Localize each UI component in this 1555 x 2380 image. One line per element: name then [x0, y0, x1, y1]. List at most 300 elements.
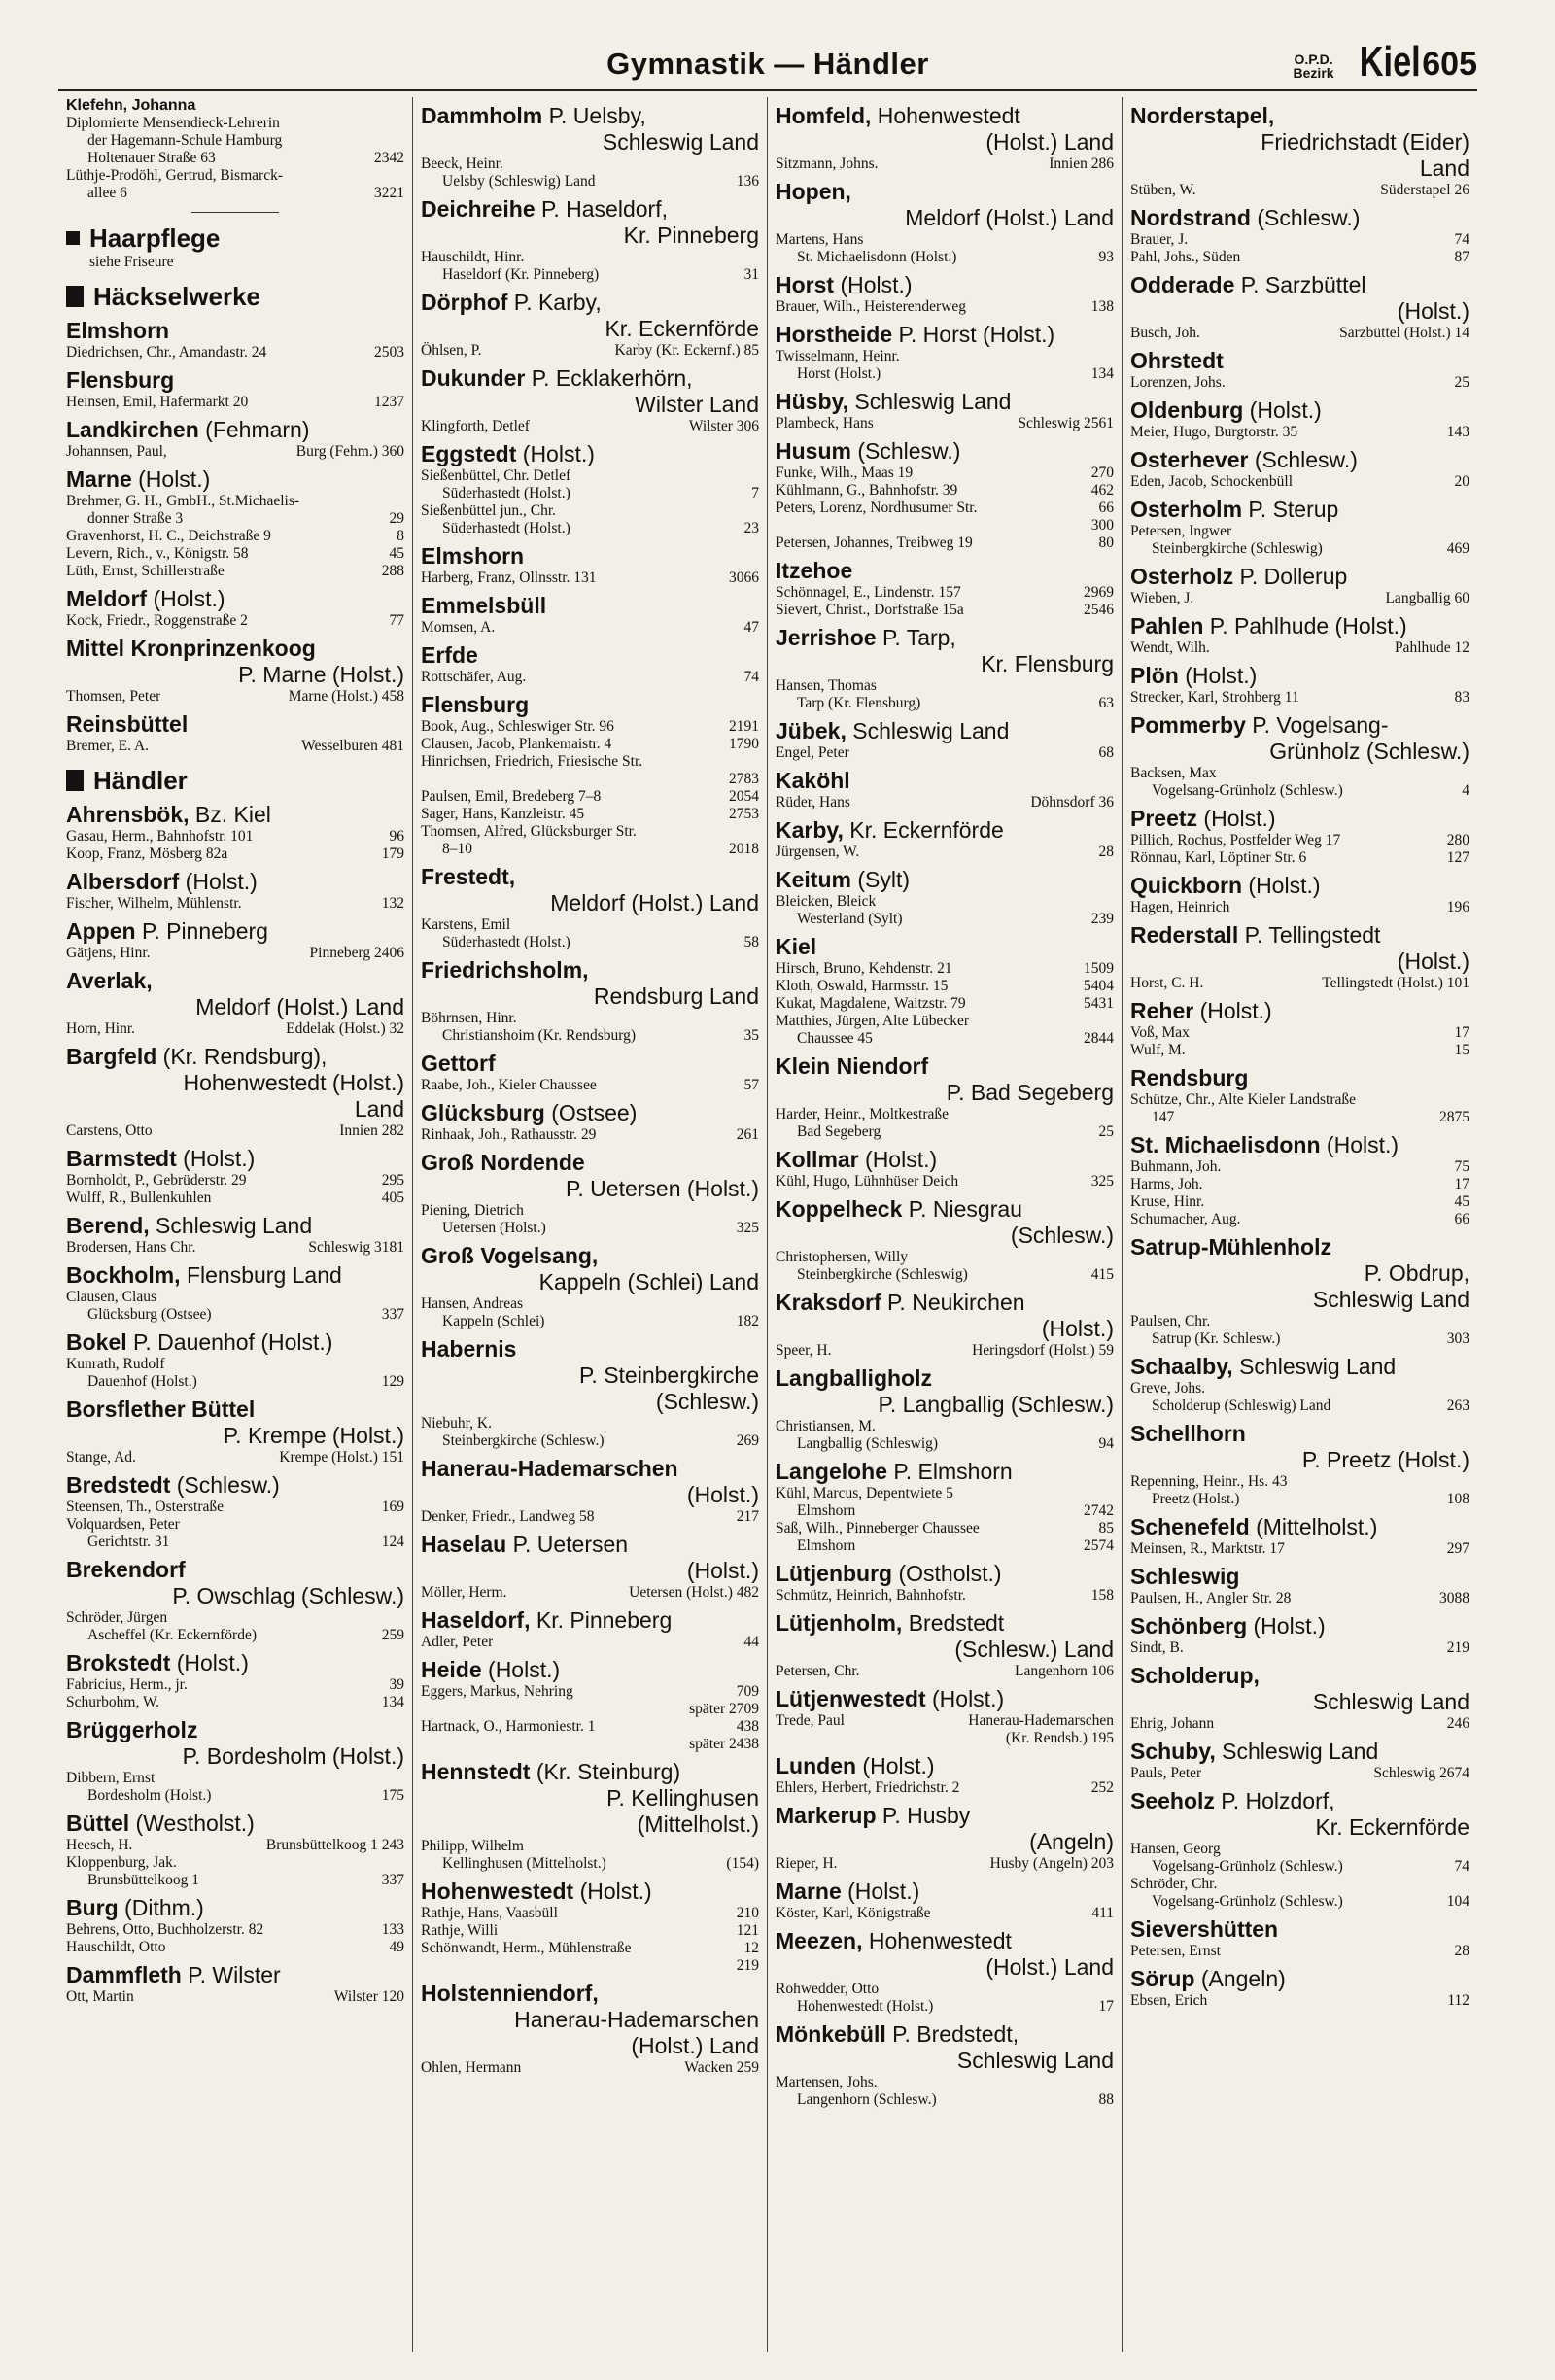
entry-phone: 2844: [1084, 1030, 1114, 1047]
place-name: Sörup: [1130, 1966, 1195, 1991]
place-name: Borsflether Büttel: [66, 1397, 256, 1422]
directory-entry: [1130, 1176, 1469, 1193]
entry-name: Wieben, J.: [1130, 590, 1194, 606]
place-name: Flensburg: [66, 367, 175, 393]
place-name: Dukunder: [421, 365, 526, 391]
opd-label: [1294, 52, 1334, 84]
directory-entry: [421, 1027, 759, 1045]
entry-name: Pauls, Peter: [1130, 1765, 1202, 1781]
entry-phone: 2783: [729, 771, 759, 787]
entry-name: Bleicken, Bleick: [776, 893, 877, 910]
directory-entry: [421, 1295, 759, 1313]
entry-phone: 15: [1454, 1042, 1469, 1058]
place-name: Lunden: [776, 1753, 857, 1778]
entry-phone: 108: [1446, 1491, 1469, 1507]
place-name: Preetz: [1130, 806, 1198, 831]
place-heading-continued: [421, 392, 759, 418]
place-postal: P. Vogelsang-: [1245, 712, 1389, 738]
entry-name: Gerichtstr. 31: [87, 1534, 170, 1550]
place-name: Berend,: [66, 1213, 150, 1238]
place-name: Schaalby,: [1130, 1354, 1233, 1379]
place-heading: [66, 802, 404, 828]
entry-name: Rottschäfer, Aug.: [421, 669, 527, 685]
directory-entry: [776, 1663, 1114, 1680]
directory-entry: [776, 1030, 1114, 1048]
place-postal: (Holst.): [573, 1879, 652, 1904]
entry-phone: 45: [389, 545, 404, 562]
directory-entry: [421, 1701, 759, 1718]
place-heading: [1130, 1966, 1469, 1992]
directory-entry: [1130, 782, 1469, 800]
place-postal: Land: [1419, 155, 1469, 181]
directory-entry: [776, 1013, 1114, 1030]
entry-name: Brauer, J.: [1130, 231, 1189, 248]
place-postal: (Schlesw.): [170, 1472, 280, 1498]
place-postal: P. Uetersen: [506, 1532, 629, 1557]
entry-name: Behrens, Otto, Buchholzerstr. 82: [66, 1921, 264, 1938]
directory-entry: [776, 995, 1114, 1013]
place-postal: Friedrichstadt (Eider): [1261, 129, 1469, 155]
place-name: Koppelheck: [776, 1196, 903, 1222]
place-name: Burg: [66, 1895, 119, 1920]
place-heading-continued: [66, 1583, 404, 1609]
entry-phone: 5404: [1084, 978, 1114, 994]
directory-entry: [1130, 1193, 1469, 1211]
place-name: Schuby,: [1130, 1739, 1216, 1764]
directory-entry: [66, 1694, 404, 1711]
place-postal: P. Niesgrau: [902, 1196, 1022, 1222]
entry-phone: 261: [736, 1126, 759, 1143]
entry-phone: 88: [1098, 2091, 1114, 2108]
entry-name: Öhlsen, P.: [421, 342, 482, 359]
place-name: Nordstrand: [1130, 205, 1251, 230]
place-postal: Schleswig Land: [846, 718, 1010, 743]
directory-entry: [421, 155, 759, 173]
entry-name: Meier, Hugo, Burgtorstr. 35: [1130, 424, 1298, 440]
place-postal: (Mittelholst.): [1249, 1514, 1378, 1539]
directory-entry: [66, 1122, 404, 1140]
place-postal: Rendsburg Land: [593, 983, 759, 1009]
directory-entry: [66, 510, 404, 528]
directory-entry: [776, 695, 1114, 712]
entry-phone: Schleswig 3181: [308, 1239, 404, 1256]
place-name: Marne: [776, 1879, 842, 1904]
place-heading-continued: [421, 1558, 759, 1584]
place-name: Friedrichsholm,: [421, 957, 589, 983]
directory-entry: [66, 1921, 404, 1939]
directory-entry: [776, 1779, 1114, 1797]
entry-name: Johannsen, Paul,: [66, 443, 167, 460]
square-bullet-icon: [66, 231, 80, 245]
directory-entry: [66, 738, 404, 755]
entry-name: Möller, Herm.: [421, 1584, 507, 1601]
place-name: Osterhever: [1130, 447, 1249, 472]
directory-entry: [1130, 590, 1469, 607]
place-postal: Hohenwestedt (Holst.): [183, 1070, 404, 1095]
place-name: Jübek,: [776, 718, 847, 743]
directory-entry: [66, 563, 404, 580]
entry-name: Hansen, Thomas: [776, 677, 877, 694]
directory-entry: [66, 845, 404, 863]
entry-name: Denker, Friedr., Landweg 58: [421, 1508, 595, 1525]
entry-phone: 68: [1098, 744, 1114, 761]
place-heading: [1130, 348, 1469, 374]
place-postal: (Holst.): [841, 1879, 920, 1904]
directory-entry: [776, 1998, 1114, 2016]
entry-name: Schumacher, Aug.: [1130, 1211, 1241, 1227]
place-name: Deichreihe: [421, 196, 536, 222]
entry-name: Köster, Karl, Königstraße: [776, 1905, 931, 1921]
directory-entry: [66, 828, 404, 845]
entry-name: Clausen, Jacob, Plankemaistr. 4: [421, 736, 612, 752]
entry-name: Karstens, Emil: [421, 916, 511, 933]
directory-entry: [776, 1905, 1114, 1922]
entry-phone: 58: [743, 934, 759, 950]
place-name: Gettorf: [421, 1051, 496, 1076]
place-name: Meldorf: [66, 586, 148, 611]
directory-entry: [1130, 1992, 1469, 2010]
entry-name: Petersen, Ernst: [1130, 1943, 1221, 1959]
place-heading: [776, 625, 1114, 651]
entry-phone: 35: [743, 1027, 759, 1044]
place-heading: [66, 318, 404, 344]
entry-phone: 57: [743, 1077, 759, 1093]
place-heading: [776, 389, 1114, 415]
entry-phone: 134: [381, 1694, 404, 1710]
entry-name: Rathje, Willi: [421, 1922, 499, 1939]
place-postal: Schleswig Land: [1232, 1354, 1397, 1379]
entry-phone: 12: [743, 1940, 759, 1956]
entry-name: Holtenauer Straße 63: [87, 150, 216, 166]
place-name: Kiel: [776, 934, 817, 959]
place-heading-continued: [776, 205, 1114, 231]
entry-phone: 124: [381, 1534, 404, 1550]
place-heading-continued: [421, 983, 759, 1010]
place-heading: [421, 957, 759, 983]
place-heading-continued: [421, 1176, 759, 1202]
section-heading: [66, 223, 404, 254]
entry-phone: 2753: [729, 806, 759, 822]
directory-entry: [776, 1249, 1114, 1266]
entry-phone: 196: [1446, 899, 1469, 915]
entry-phone: Krempe (Holst.) 151: [279, 1449, 404, 1466]
place-postal: Kr. Eckernförde: [605, 316, 759, 341]
entry-phone: 133: [381, 1921, 404, 1938]
entry-name: Lüthje-Prodöhl, Gertrud, Bismarck-: [66, 167, 283, 184]
place-postal: (Fehmarn): [198, 417, 310, 442]
place-name: Oldenburg: [1130, 397, 1244, 423]
entry-phone: Langballig 60: [1385, 590, 1469, 606]
directory-entry: [66, 688, 404, 706]
place-postal: (Holst.): [856, 1753, 935, 1778]
place-heading-continued: [1130, 1287, 1469, 1313]
place-name: Ohrstedt: [1130, 348, 1224, 373]
place-heading: [776, 1196, 1114, 1223]
place-name: Scholderup,: [1130, 1663, 1260, 1688]
directory-entry: [66, 132, 404, 150]
directory-entry: [66, 443, 404, 461]
place-postal: Kr. Flensburg: [981, 651, 1114, 676]
entry-name: Christianshoim (Kr. Rendsburg): [442, 1027, 637, 1044]
entry-phone: 2503: [374, 344, 404, 361]
directory-entry: [421, 1202, 759, 1220]
entry-name: Thomsen, Alfred, Glücksburger Str.: [421, 823, 637, 840]
place-heading-continued: [421, 890, 759, 916]
entry-name: Uelsby (Schleswig) Land: [442, 173, 596, 190]
place-postal: (Ostholst.): [892, 1561, 1002, 1586]
place-postal: Schleswig Land: [602, 129, 759, 155]
place-heading: [776, 2021, 1114, 2048]
entry-phone: 74: [743, 669, 759, 685]
directory-entry: [1130, 424, 1469, 441]
directory-entry: [776, 1730, 1114, 1747]
entry-name: Kloppenburg, Jak.: [66, 1854, 177, 1871]
place-heading: [66, 586, 404, 612]
page-number: 605: [1422, 46, 1477, 83]
entry-phone: 39: [389, 1676, 404, 1693]
directory-entry: [421, 1957, 759, 1975]
entry-phone: 31: [743, 266, 759, 283]
place-name: Albersdorf: [66, 869, 180, 894]
place-heading-continued: [776, 1954, 1114, 1981]
entry-phone: 3088: [1439, 1590, 1469, 1606]
directory-entry: [776, 535, 1114, 552]
entry-name: Rinhaak, Joh., Rathausstr. 29: [421, 1126, 597, 1143]
place-postal: Kappeln (Schlei) Land: [538, 1269, 759, 1294]
entry-phone: später 2438: [689, 1736, 759, 1752]
directory-entry: [1130, 1858, 1469, 1876]
entry-name: Sießenbüttel jun., Chr.: [421, 502, 557, 519]
entry-name: Petersen, Chr.: [776, 1663, 860, 1679]
place-name: Quickborn: [1130, 873, 1243, 898]
directory-entry: [1130, 639, 1469, 657]
place-heading: [1130, 272, 1469, 298]
directory-entry: [1130, 1109, 1469, 1126]
header-right: [1293, 38, 1477, 86]
entry-name: Martensen, Johs.: [776, 2074, 878, 2090]
entry-name: Schütze, Chr., Alte Kieler Landstraße: [1130, 1091, 1357, 1108]
entry-phone: 75: [1454, 1158, 1469, 1175]
directory-entry: [776, 1855, 1114, 1873]
entry-phone: 295: [381, 1172, 404, 1189]
directory-entry: [776, 1520, 1114, 1537]
place-heading: [776, 272, 1114, 298]
place-heading: [776, 322, 1114, 348]
place-postal: (Kr. Rendsburg),: [156, 1044, 328, 1069]
directory-entry: [1130, 975, 1469, 992]
entry-name: Gravenhorst, H. C., Deichstraße 9: [66, 528, 271, 544]
place-heading-continued: [1130, 1260, 1469, 1287]
entry-name: Steinbergkirche (Schleswig): [797, 1266, 968, 1283]
place-name: Norderstapel,: [1130, 103, 1275, 128]
place-heading: [1130, 497, 1469, 523]
place-heading-continued: [776, 129, 1114, 155]
entry-name: Paulsen, H., Angler Str. 28: [1130, 1590, 1292, 1606]
directory-entry: [66, 895, 404, 913]
entry-name: Raabe, Joh., Kieler Chaussee: [421, 1077, 597, 1093]
entry-phone: 4: [1462, 782, 1469, 799]
place-name: Markerup: [776, 1803, 877, 1828]
place-postal: P. Horst (Holst.): [892, 322, 1055, 347]
place-postal: (Holst.) Land: [985, 129, 1114, 155]
directory-entry: [66, 545, 404, 563]
place-postal: (Holst.): [1242, 873, 1321, 898]
place-postal: Meldorf (Holst.) Land: [195, 994, 404, 1019]
place-name: Lütjenwestedt: [776, 1686, 926, 1711]
directory-entry: [421, 520, 759, 537]
directory-entry: [66, 1190, 404, 1207]
directory-entry: [776, 500, 1114, 517]
place-heading: [1130, 1788, 1469, 1814]
entry-phone: 25: [1098, 1123, 1114, 1140]
entry-phone: 325: [736, 1220, 759, 1236]
place-heading: [421, 290, 759, 316]
place-postal: P. Bredstedt,: [885, 2021, 1019, 2047]
entry-name: Diedrichsen, Chr., Amandastr. 24: [66, 344, 267, 361]
entry-name: Scholderup (Schleswig) Land: [1152, 1397, 1331, 1414]
directory-entry: [421, 173, 759, 190]
place-name: Rederstall: [1130, 922, 1239, 948]
directory-entry: [421, 619, 759, 637]
entry-phone: Burg (Fehm.) 360: [295, 443, 404, 460]
place-postal: (Holst.): [1397, 298, 1469, 324]
entry-name: Steinbergkirche (Schlesw.): [442, 1432, 605, 1449]
entry-name: Hartnack, O., Harmoniestr. 1: [421, 1718, 596, 1735]
directory-entry: [776, 1173, 1114, 1190]
place-heading-continued: [66, 1423, 404, 1449]
directory-entry: [421, 753, 759, 771]
entry-phone: Husby (Angeln) 203: [989, 1855, 1114, 1872]
place-heading: [421, 1456, 759, 1482]
place-postal: (Holst.): [1041, 1316, 1114, 1341]
place-name: Bockholm,: [66, 1262, 181, 1288]
entry-name: Sindt, B.: [1130, 1639, 1184, 1656]
entry-phone: 29: [389, 510, 404, 527]
place-name: Mittel Kronprinzenkoog: [66, 636, 316, 661]
directory-entry: [776, 1418, 1114, 1435]
place-postal: P. Karby,: [507, 290, 602, 315]
place-heading: [421, 543, 759, 569]
entry-phone: 280: [1446, 832, 1469, 848]
place-heading: [66, 1650, 404, 1676]
entry-phone: 411: [1091, 1905, 1114, 1921]
place-name: Lütjenholm,: [776, 1610, 903, 1636]
place-heading: [421, 441, 759, 467]
place-heading: [1130, 397, 1469, 424]
directory-entry: [1130, 182, 1469, 199]
directory-entry: [776, 960, 1114, 978]
place-name: Dammfleth: [66, 1962, 182, 1987]
entry-phone: 47: [743, 619, 759, 636]
directory-entry: [776, 1266, 1114, 1284]
column-1: [58, 97, 413, 2352]
directory-entry: [1130, 540, 1469, 558]
place-name: Brokstedt: [66, 1650, 171, 1675]
directory-entry: [66, 115, 404, 132]
entry-phone: Karby (Kr. Eckernf.) 85: [614, 342, 759, 359]
entry-name: Saß, Wilh., Pinneberger Chaussee: [776, 1520, 980, 1536]
place-name: Schenefeld: [1130, 1514, 1250, 1539]
section-title: Häckselwerke: [93, 282, 261, 311]
place-heading: [421, 1759, 759, 1785]
place-heading: [776, 1459, 1114, 1485]
place-name: Groß Nordende: [421, 1150, 585, 1175]
place-heading: [421, 103, 759, 129]
entry-name: 8–10: [442, 841, 472, 857]
opd-line2: Bezirk: [1293, 65, 1334, 81]
place-postal: Bredstedt: [902, 1610, 1005, 1636]
entry-phone: Schleswig 2561: [1018, 415, 1114, 431]
entry-phone: Heringsdorf (Holst.) 59: [972, 1342, 1114, 1359]
place-heading: [421, 365, 759, 392]
place-postal: Schleswig Land: [956, 2048, 1114, 2073]
place-name: Reinsbüttel: [66, 711, 189, 737]
entry-phone: 5431: [1084, 995, 1114, 1012]
place-heading: [66, 1329, 404, 1356]
place-name: Emmelsbüll: [421, 593, 547, 618]
entry-phone: 17: [1454, 1176, 1469, 1192]
place-postal: P. Holzdorf,: [1214, 1788, 1335, 1813]
directory-entry: [1130, 1876, 1469, 1893]
place-heading: [1130, 1234, 1469, 1260]
entry-name: Stüben, W.: [1130, 182, 1196, 198]
place-postal: P. Wilster: [181, 1962, 281, 1987]
place-heading: [1130, 1132, 1469, 1158]
directory-entry: [421, 841, 759, 858]
entry-name: Lüth, Ernst, Schillerstraße: [66, 563, 225, 579]
place-name: Schönberg: [1130, 1613, 1248, 1638]
place-heading: [421, 1051, 759, 1077]
entry-phone: 2875: [1439, 1109, 1469, 1125]
directory-entry: [776, 1537, 1114, 1555]
cross-reference: siehe Friseure: [89, 254, 174, 270]
entry-name: Rieper, H.: [776, 1855, 838, 1872]
entry-phone: 80: [1098, 535, 1114, 551]
directory-entry: [421, 266, 759, 284]
directory-entry: [1130, 1590, 1469, 1607]
entry-name: Schurbohm, W.: [66, 1694, 160, 1710]
place-heading-continued: [66, 1070, 404, 1096]
entry-phone: 217: [736, 1508, 759, 1525]
place-heading: [421, 1981, 759, 2007]
place-heading-continued: [66, 662, 404, 688]
place-postal: (Schlesw.) Land: [954, 1637, 1114, 1662]
directory-entry: [1130, 1091, 1469, 1109]
entry-name: Harberg, Franz, Ollnsstr. 131: [421, 569, 597, 586]
directory-entry: [421, 1432, 759, 1450]
place-postal: (Holst.): [481, 1657, 561, 1682]
place-name: Langelohe: [776, 1459, 888, 1484]
entry-name: Heesch, H.: [66, 1837, 133, 1853]
directory-entry: [776, 1435, 1114, 1453]
directory-entry: [66, 493, 404, 510]
place-postal: (Angeln): [1194, 1966, 1286, 1991]
place-name: Itzehoe: [776, 558, 853, 583]
entry-name: Paulsen, Emil, Bredeberg 7–8: [421, 788, 602, 805]
directory-entry: [421, 788, 759, 806]
place-heading: [66, 367, 404, 394]
page-header: [58, 39, 1477, 91]
directory-entry: [1130, 1540, 1469, 1558]
directory-entry: [1130, 1330, 1469, 1348]
place-name: Eggstedt: [421, 441, 517, 466]
place-name: Keitum: [776, 867, 851, 892]
directory-entry: [776, 677, 1114, 695]
columns: [58, 97, 1477, 2352]
directory-entry: [776, 155, 1114, 173]
entry-name: Süderhastedt (Holst.): [442, 520, 570, 536]
place-name: Jerrishoe: [776, 625, 877, 650]
